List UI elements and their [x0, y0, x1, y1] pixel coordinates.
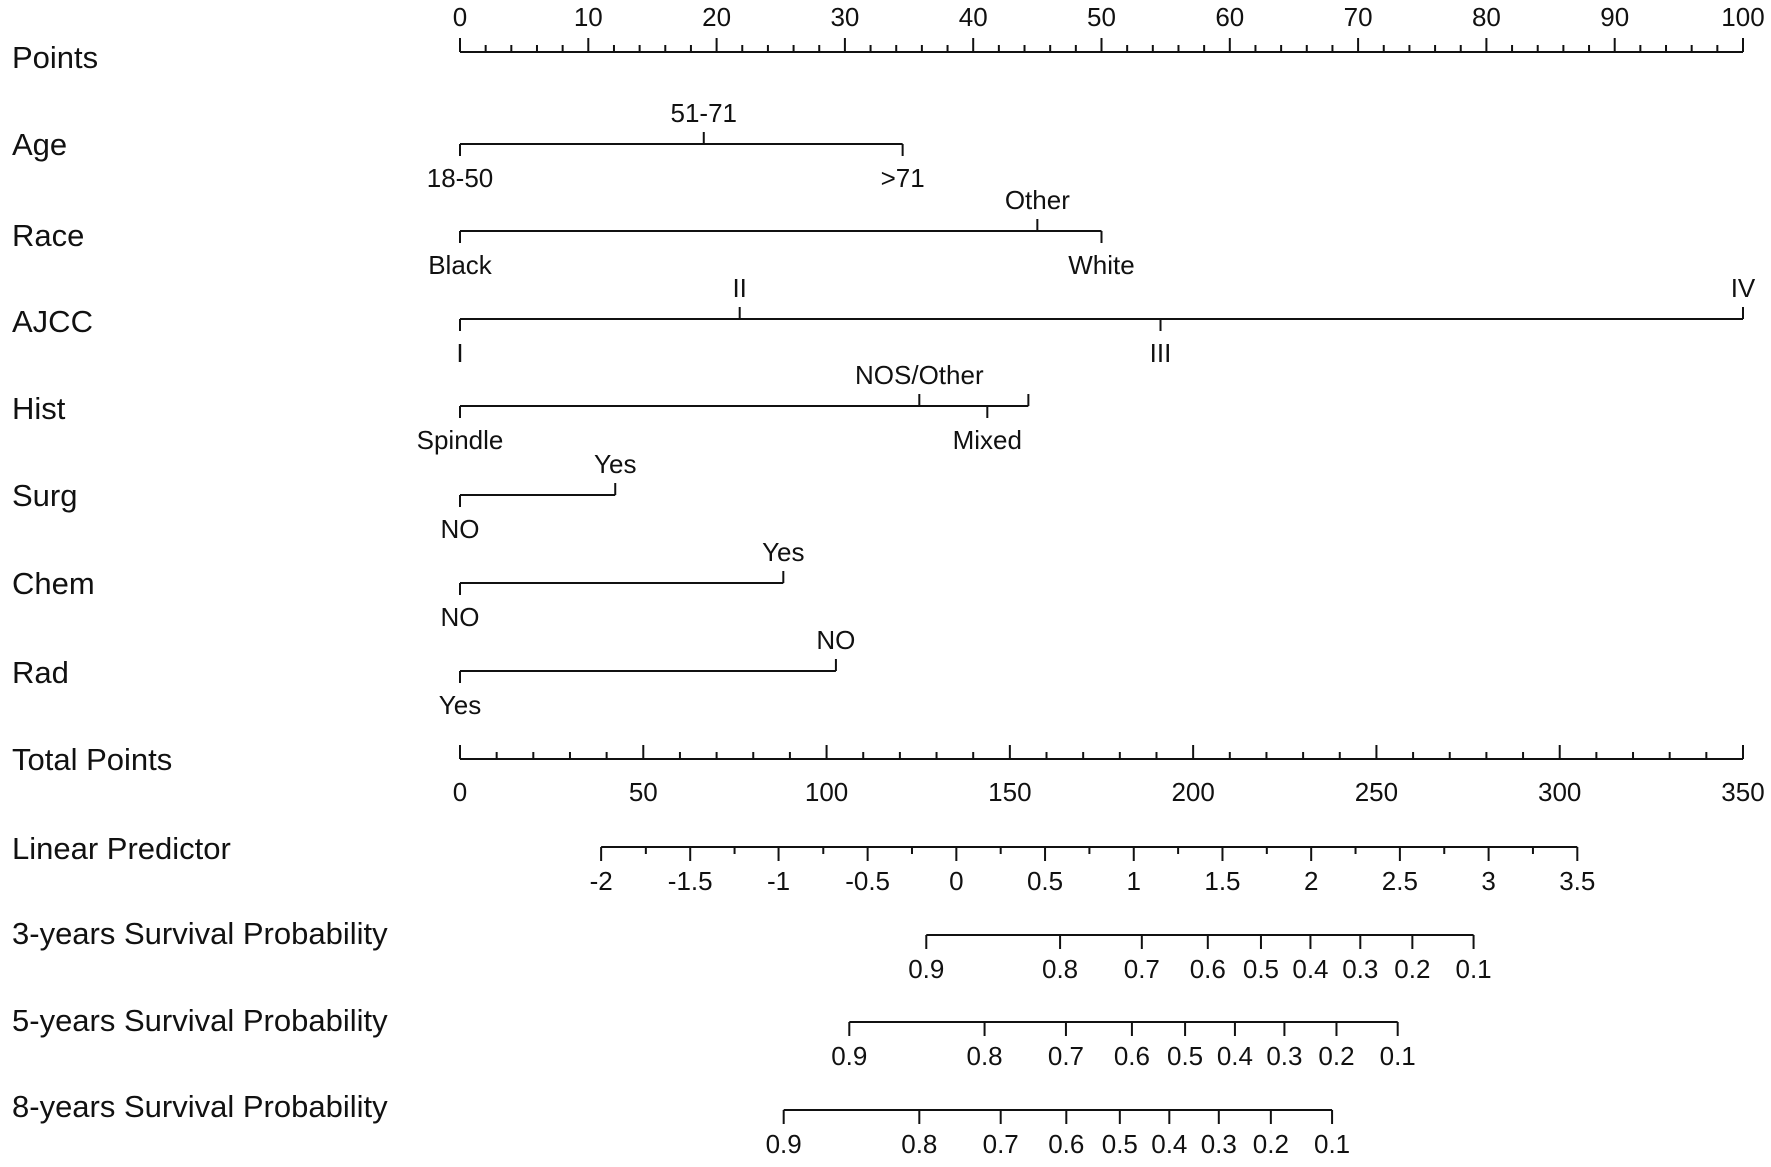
- row-label-age: Age: [12, 127, 68, 162]
- row-label-hist: Hist: [12, 391, 66, 426]
- level-label-race: Other: [1004, 185, 1070, 215]
- tick-label-lp: 2.5: [1381, 866, 1418, 896]
- level-label-ajcc: III: [1149, 338, 1172, 368]
- row-label-total: Total Points: [12, 742, 173, 777]
- level-label-age: >71: [880, 163, 925, 193]
- level-label-age: 18-50: [426, 163, 494, 193]
- tick-label-surv5: 0.1: [1379, 1041, 1416, 1071]
- tick-label-total: 0: [452, 777, 468, 807]
- tick-label-surv3: 0.9: [908, 954, 945, 984]
- tick-label-lp: -1.5: [667, 866, 713, 896]
- tick-label-surv8: 0.1: [1313, 1129, 1351, 1159]
- level-label-ajcc: IV: [1730, 273, 1756, 303]
- row-label-chem: Chem: [12, 566, 95, 601]
- tick-label-points: 30: [830, 2, 860, 32]
- level-label-rad: NO: [816, 625, 856, 655]
- row-label-surv3: 3-years Survival Probability: [12, 916, 388, 951]
- tick-label-surv8: 0.4: [1151, 1129, 1188, 1159]
- tick-label-points: 60: [1215, 2, 1245, 32]
- tick-label-total: 350: [1721, 777, 1765, 807]
- tick-label-lp: -2: [589, 866, 613, 896]
- tick-label-surv5: 0.3: [1266, 1041, 1303, 1071]
- tick-label-points: 40: [958, 2, 988, 32]
- tick-label-lp: -1: [766, 866, 791, 896]
- tick-label-lp: 0.5: [1026, 866, 1064, 896]
- level-label-age: 51-71: [670, 98, 738, 128]
- level-label-hist: Mixed: [952, 425, 1022, 455]
- level-label-surg: NO: [440, 514, 480, 544]
- tick-label-surv8: 0.8: [901, 1129, 938, 1159]
- tick-label-surv8: 0.2: [1252, 1129, 1289, 1159]
- tick-label-points: 50: [1087, 2, 1116, 32]
- row-label-surv5: 5-years Survival Probability: [12, 1003, 388, 1038]
- tick-label-total: 100: [804, 777, 849, 807]
- tick-label-lp: 0: [949, 866, 964, 896]
- nomogram-layer: [12, 2, 1765, 1159]
- tick-label-surv8: 0.9: [765, 1129, 802, 1159]
- tick-label-surv8: 0.7: [982, 1129, 1019, 1159]
- tick-label-surv5: 0.8: [966, 1041, 1003, 1071]
- tick-label-surv3: 0.8: [1041, 954, 1079, 984]
- tick-label-surv3: 0.3: [1342, 954, 1379, 984]
- level-label-chem: Yes: [762, 537, 805, 567]
- level-label-rad: Yes: [438, 690, 482, 720]
- tick-label-surv5: 0.4: [1216, 1041, 1254, 1071]
- tick-label-lp: 1: [1126, 866, 1141, 896]
- tick-label-points: 10: [573, 2, 603, 32]
- tick-label-surv3: 0.5: [1242, 954, 1280, 984]
- row-label-surv8: 8-years Survival Probability: [12, 1089, 388, 1124]
- tick-label-total: 150: [988, 777, 1032, 807]
- tick-label-total: 50: [628, 777, 658, 807]
- tick-label-points: 80: [1471, 2, 1501, 32]
- level-label-ajcc: II: [732, 273, 747, 303]
- tick-label-surv3: 0.1: [1455, 954, 1492, 984]
- tick-label-surv5: 0.6: [1113, 1041, 1151, 1071]
- level-label-surg: Yes: [594, 449, 637, 479]
- tick-label-surv5: 0.5: [1167, 1041, 1204, 1071]
- row-label-points: Points: [12, 40, 99, 75]
- tick-label-surv5: 0.7: [1047, 1041, 1085, 1071]
- tick-label-surv3: 0.4: [1292, 954, 1329, 984]
- level-label-chem: NO: [440, 602, 480, 632]
- tick-label-lp: 3: [1481, 866, 1496, 896]
- tick-label-points: 100: [1721, 2, 1765, 32]
- tick-label-points: 90: [1600, 2, 1630, 32]
- tick-label-surv3: 0.7: [1123, 954, 1160, 984]
- tick-label-lp: 1.5: [1204, 866, 1241, 896]
- tick-label-points: 70: [1343, 2, 1373, 32]
- tick-label-surv3: 0.2: [1394, 954, 1431, 984]
- tick-label-surv8: 0.3: [1200, 1129, 1237, 1159]
- row-label-lp: Linear Predictor: [12, 831, 231, 866]
- level-label-hist: NOS/Other: [855, 360, 984, 390]
- tick-label-total: 250: [1354, 777, 1399, 807]
- tick-label-lp: 2: [1303, 866, 1319, 896]
- tick-label-surv5: 0.9: [831, 1041, 868, 1071]
- level-label-ajcc: I: [456, 338, 464, 368]
- tick-label-surv5: 0.2: [1318, 1041, 1355, 1071]
- row-label-rad: Rad: [12, 655, 69, 690]
- tick-label-points: 20: [702, 2, 732, 32]
- tick-label-surv8: 0.6: [1048, 1129, 1085, 1159]
- level-label-race: Black: [428, 250, 492, 280]
- tick-label-surv8: 0.5: [1101, 1129, 1138, 1159]
- tick-label-total: 300: [1538, 777, 1582, 807]
- row-label-surg: Surg: [12, 478, 78, 513]
- level-label-race: White: [1068, 250, 1135, 280]
- row-label-ajcc: AJCC: [12, 304, 93, 339]
- tick-label-lp: -0.5: [845, 866, 891, 896]
- tick-label-lp: 3.5: [1559, 866, 1596, 896]
- row-label-race: Race: [12, 218, 85, 253]
- tick-label-points: 0: [452, 2, 468, 32]
- tick-label-total: 200: [1171, 777, 1215, 807]
- level-label-hist: Spindle: [416, 425, 504, 455]
- tick-label-surv3: 0.6: [1189, 954, 1226, 984]
